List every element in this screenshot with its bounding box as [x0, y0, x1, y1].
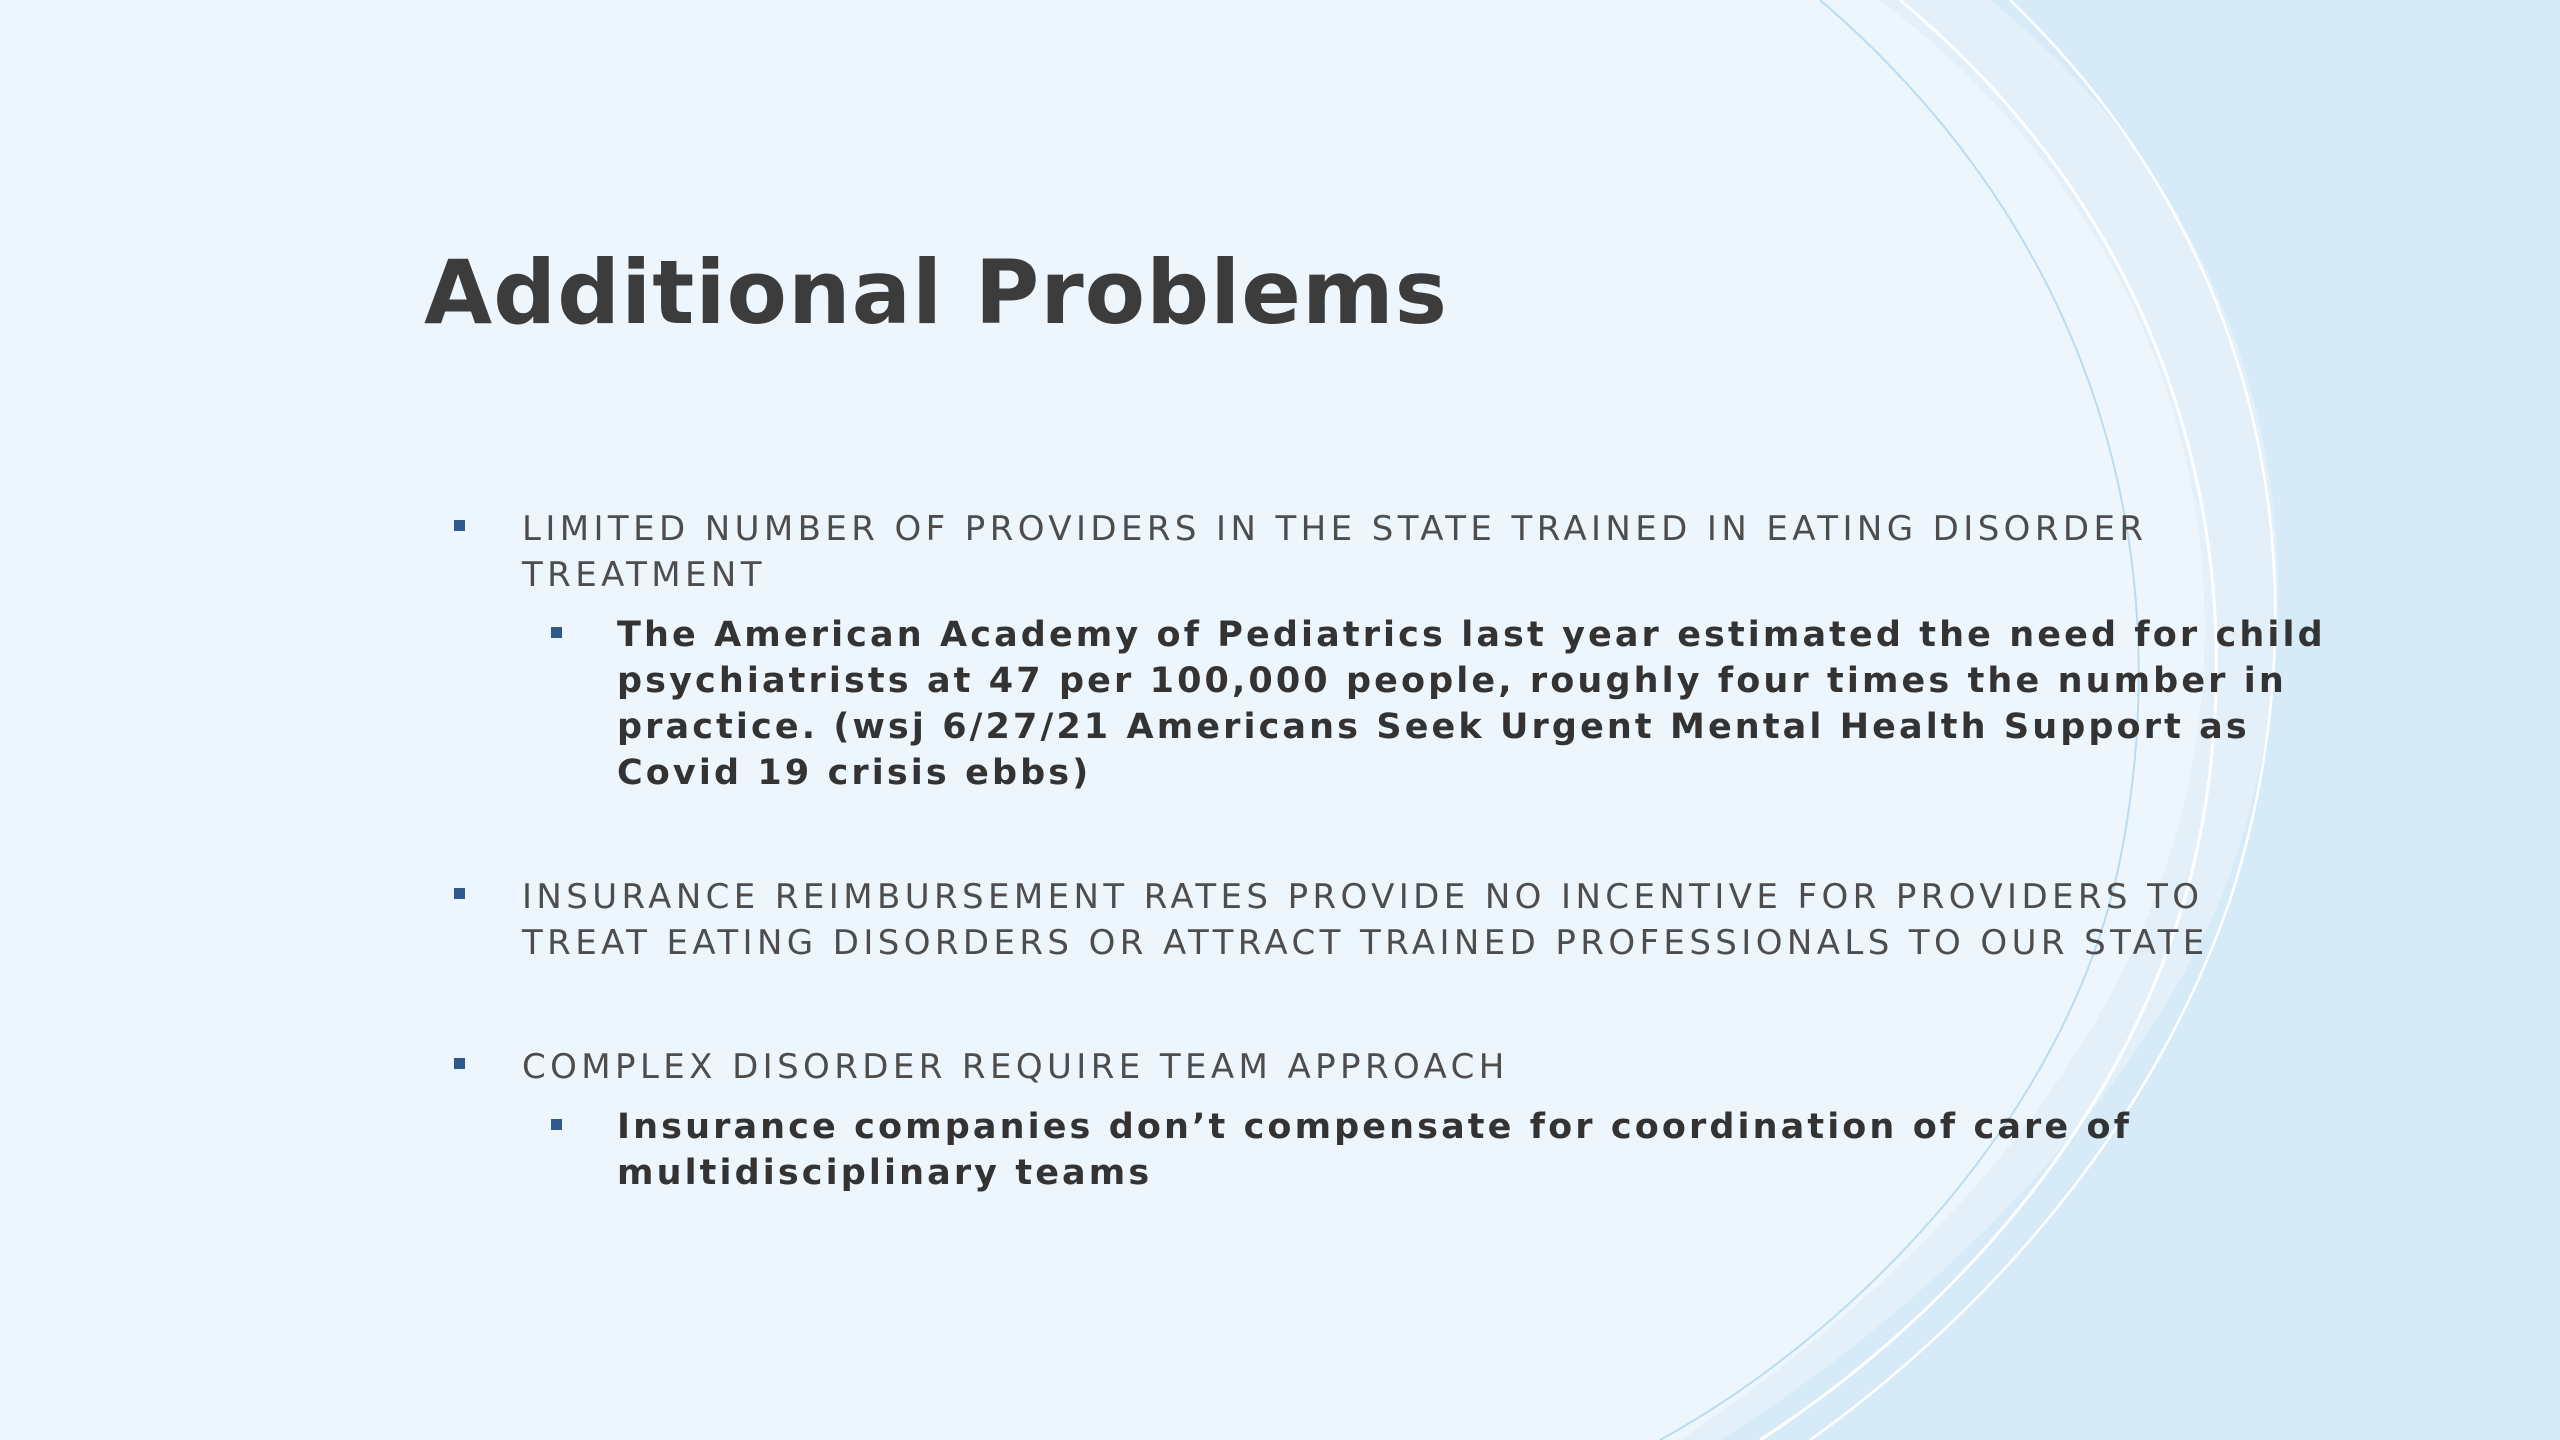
square-bullet-icon	[454, 520, 465, 531]
sub-bullet-text-coordination: Insurance companies don’t compensate for coordination of care of multidisciplinary teams	[617, 1107, 2133, 1193]
bullet-text-providers: LIMITED NUMBER OF PROVIDERS IN THE STATE TRAINED IN EATING DISORDER TREATMENT	[522, 509, 2148, 595]
bullet-text-team-approach: COMPLEX DISORDER REQUIRE TEAM APPROACH	[522, 1047, 1509, 1087]
square-bullet-icon	[454, 888, 465, 899]
sub-bullet-text-pediatrics: The American Academy of Pediatrics last year estimated the need for child psychiatrists at 47 per 100,000 people, roughly four times the number in practice. (wsj 6/27/21 Americans Seek Urgent Mental Health Support as Covid 19 crisis ebbs)	[617, 615, 2326, 793]
square-bullet-icon	[454, 1058, 465, 1069]
square-bullet-icon	[551, 627, 562, 638]
bullet-text-insurance-rates: INSURANCE REIMBURSEMENT RATES PROVIDE NO INCENTIVE FOR PROVIDERS TO TREAT EATING DISORDERS OR ATTRACT TRAINED PROFESSIONALS TO OUR STATE	[522, 877, 2209, 963]
slide-title: Additional Problems	[424, 241, 1449, 344]
square-bullet-icon	[551, 1119, 562, 1130]
